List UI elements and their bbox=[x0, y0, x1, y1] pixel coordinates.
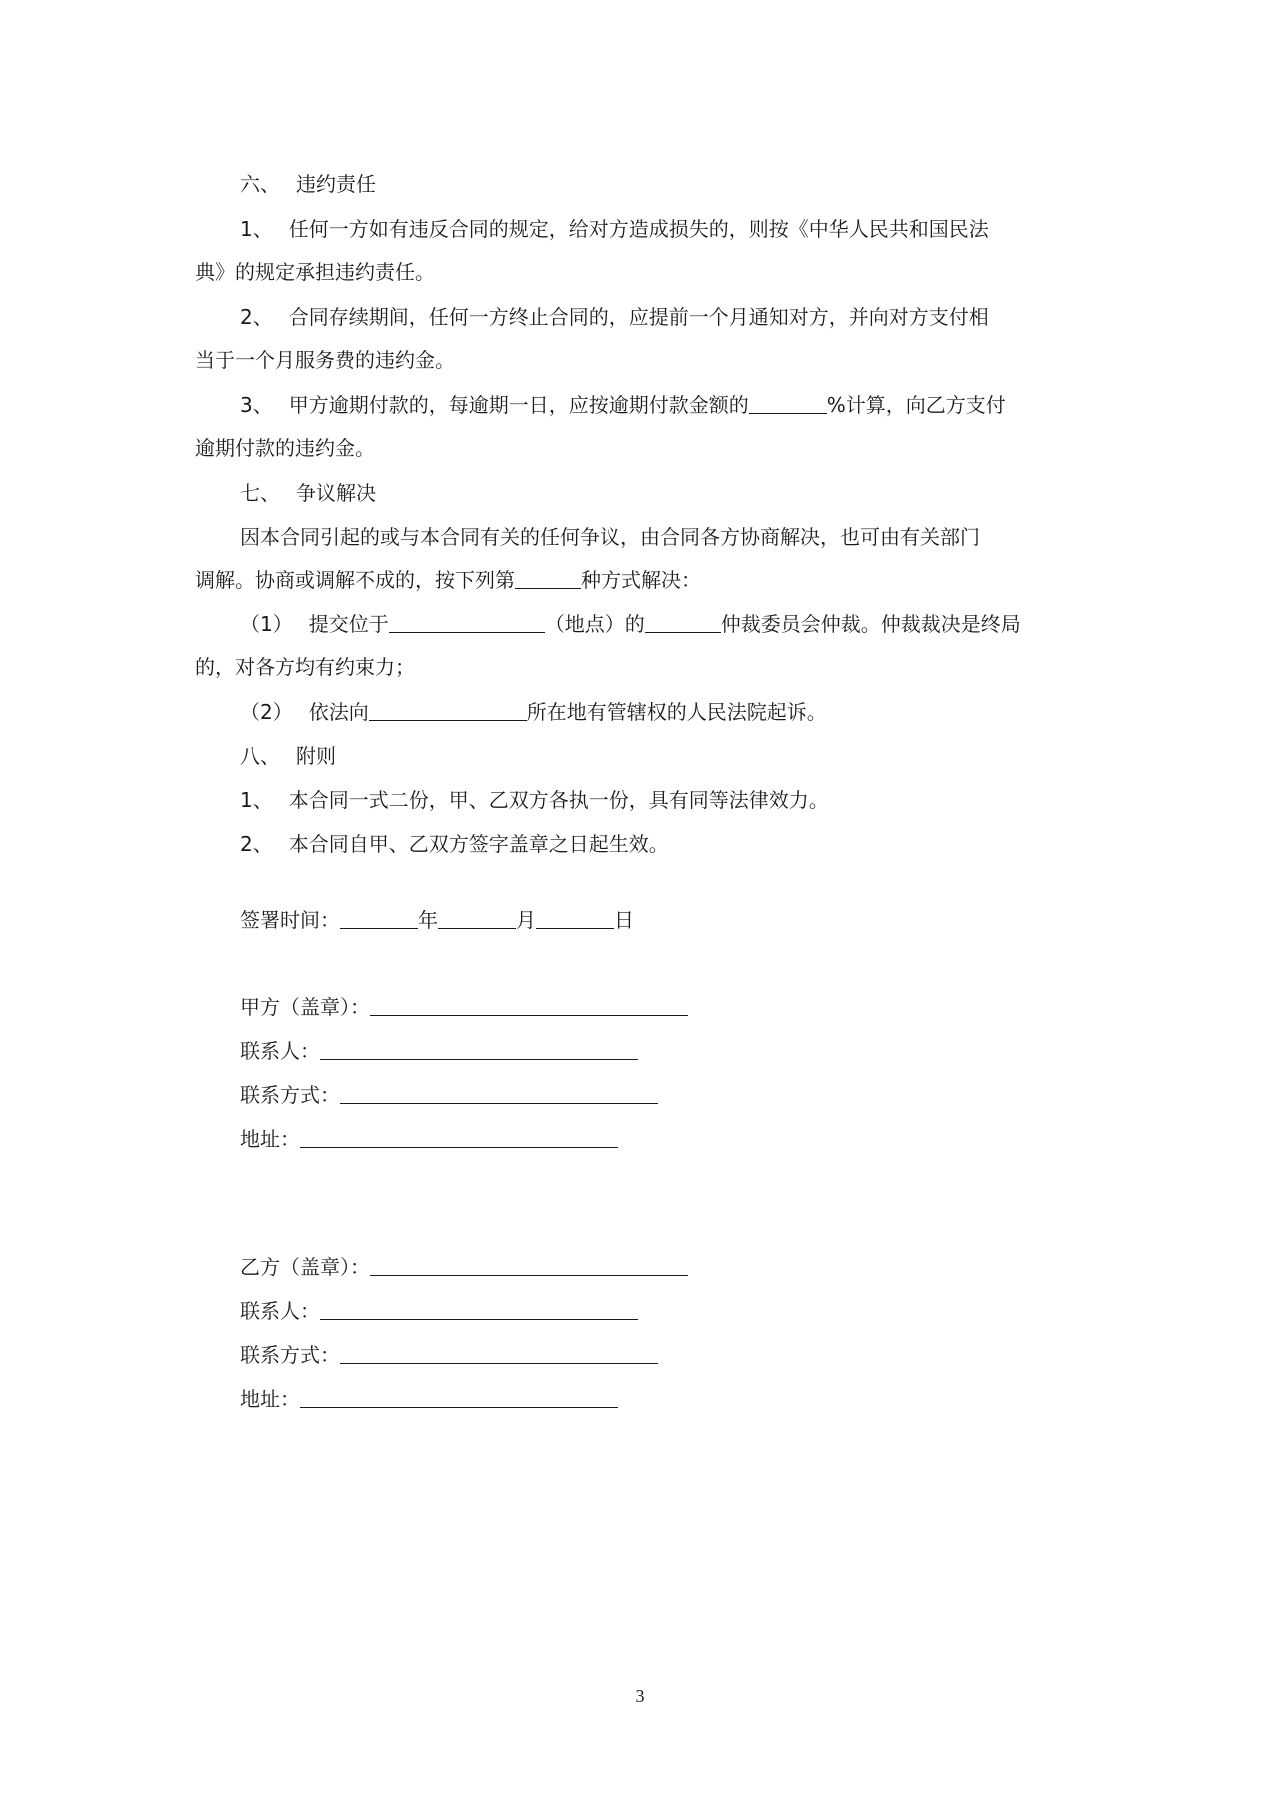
signing-date-label: 签署时间： bbox=[240, 908, 340, 932]
party-b-contact-label: 联系人： bbox=[240, 1299, 320, 1323]
party-b-address-field[interactable] bbox=[300, 1387, 618, 1408]
section-8-item-1-text: 本合同一式二份，甲、乙双方各执一份，具有同等法律效力。 bbox=[288, 788, 829, 812]
section-7-para-text-a: 调解。协商或调解不成的，按下列第 bbox=[195, 568, 515, 592]
section-7-option-2 bbox=[240, 698, 827, 726]
party-b-contact bbox=[240, 1297, 638, 1325]
section-7-option-1-number: （1） bbox=[240, 612, 293, 636]
party-b-phone bbox=[240, 1341, 658, 1369]
party-b-phone-field[interactable] bbox=[340, 1343, 658, 1364]
section-6-item-2-line-1 bbox=[240, 303, 989, 331]
party-a-address-field[interactable] bbox=[300, 1127, 618, 1148]
section-6-item-1-number: 1、 bbox=[240, 217, 273, 241]
rate-blank[interactable] bbox=[749, 393, 827, 414]
section-8-item-2 bbox=[240, 830, 669, 858]
section-7-para-line-2 bbox=[195, 566, 701, 594]
section-6-item-1-line-2: 典》的规定承担违约责任。 bbox=[195, 260, 435, 284]
signing-year-label: 年 bbox=[418, 908, 438, 932]
party-a-seal-label: 甲方（盖章）： bbox=[240, 995, 370, 1019]
party-a-address-label: 地址： bbox=[240, 1127, 300, 1151]
section-7-option-1-line-2: 的，对各方均有约束力； bbox=[195, 655, 415, 679]
arbitration-commission-blank[interactable] bbox=[645, 612, 721, 633]
arbitration-location-blank[interactable] bbox=[389, 612, 545, 633]
signing-day-label: 日 bbox=[614, 908, 634, 932]
section-7-para-line-1: 因本合同引起的或与本合同有关的任何争议，由合同各方协商解决，也可由有关部门 bbox=[240, 525, 980, 549]
signing-month-label: 月 bbox=[516, 908, 536, 932]
section-6-item-3-text-a: 甲方逾期付款的，每逾期一日，应按逾期付款金额的 bbox=[288, 393, 749, 417]
page-number: 3 bbox=[635, 1686, 645, 1706]
signing-day-blank[interactable] bbox=[536, 908, 614, 929]
section-6-item-2-text: 合同存续期间，任何一方终止合同的，应提前一个月通知对方，并向对方支付相 bbox=[288, 305, 989, 329]
section-8-item-1-number: 1、 bbox=[240, 788, 273, 812]
section-8-item-1 bbox=[240, 786, 829, 814]
section-7-option-1-text-c: 仲裁委员会仲裁。仲裁裁决是终局 bbox=[720, 612, 1021, 636]
section-6-item-3-line-2: 逾期付款的违约金。 bbox=[195, 436, 375, 460]
section-6-item-3-text-b: %计算，向乙方支付 bbox=[826, 393, 1006, 417]
party-b-address bbox=[240, 1385, 618, 1413]
party-a-phone bbox=[240, 1081, 658, 1109]
section-7-option-2-text-b: 所在地有管辖权的人民法院起诉。 bbox=[526, 700, 827, 724]
section-6-item-1-line-1 bbox=[240, 215, 989, 243]
party-a-seal-field[interactable] bbox=[370, 995, 688, 1016]
party-b-seal-label: 乙方（盖章）： bbox=[240, 1255, 370, 1279]
section-7-para-text-b: 种方式解决： bbox=[581, 568, 701, 592]
party-a-phone-field[interactable] bbox=[340, 1083, 658, 1104]
section-8-heading bbox=[240, 742, 336, 770]
party-a-phone-label: 联系方式： bbox=[240, 1083, 340, 1107]
party-b-phone-label: 联系方式： bbox=[240, 1343, 340, 1367]
party-a-contact bbox=[240, 1037, 638, 1065]
section-6-heading-number: 六、 bbox=[240, 172, 280, 196]
section-7-heading bbox=[240, 479, 376, 507]
signing-date bbox=[240, 906, 634, 934]
section-8-item-2-text: 本合同自甲、乙双方签字盖章之日起生效。 bbox=[288, 832, 669, 856]
section-6-heading-text: 违约责任 bbox=[296, 172, 376, 196]
party-a-seal bbox=[240, 993, 688, 1021]
section-6-item-2-line-2: 当于一个月服务费的违约金。 bbox=[195, 348, 455, 372]
section-6-item-1-text: 任何一方如有违反合同的规定，给对方造成损失的，则按《中华人民共和国民法 bbox=[288, 217, 989, 241]
section-7-option-1-text-b: （地点）的 bbox=[544, 612, 645, 636]
section-6-heading bbox=[240, 170, 376, 198]
section-6-item-2-number: 2、 bbox=[240, 305, 273, 329]
section-6-item-3-number: 3、 bbox=[240, 393, 273, 417]
party-a-contact-field[interactable] bbox=[320, 1039, 638, 1060]
party-b-address-label: 地址： bbox=[240, 1387, 300, 1411]
section-7-option-2-number: （2） bbox=[240, 700, 293, 724]
party-b-contact-field[interactable] bbox=[320, 1299, 638, 1320]
section-7-option-1-line-1 bbox=[240, 610, 1021, 638]
court-location-blank[interactable] bbox=[369, 700, 527, 721]
section-7-option-2-text-a: 依法向 bbox=[308, 700, 369, 724]
section-7-heading-text: 争议解决 bbox=[296, 481, 376, 505]
party-a-contact-label: 联系人： bbox=[240, 1039, 320, 1063]
section-6-item-3-line-1 bbox=[240, 391, 1006, 419]
section-8-heading-text: 附则 bbox=[296, 744, 336, 768]
section-8-item-2-number: 2、 bbox=[240, 832, 273, 856]
method-number-blank[interactable] bbox=[515, 568, 581, 589]
section-7-option-1-text-a: 提交位于 bbox=[308, 612, 389, 636]
section-8-heading-number: 八、 bbox=[240, 744, 280, 768]
party-b-seal bbox=[240, 1253, 688, 1281]
party-b-seal-field[interactable] bbox=[370, 1255, 688, 1276]
signing-year-blank[interactable] bbox=[340, 908, 418, 929]
signing-month-blank[interactable] bbox=[438, 908, 516, 929]
section-7-heading-number: 七、 bbox=[240, 481, 280, 505]
party-a-address bbox=[240, 1125, 618, 1153]
